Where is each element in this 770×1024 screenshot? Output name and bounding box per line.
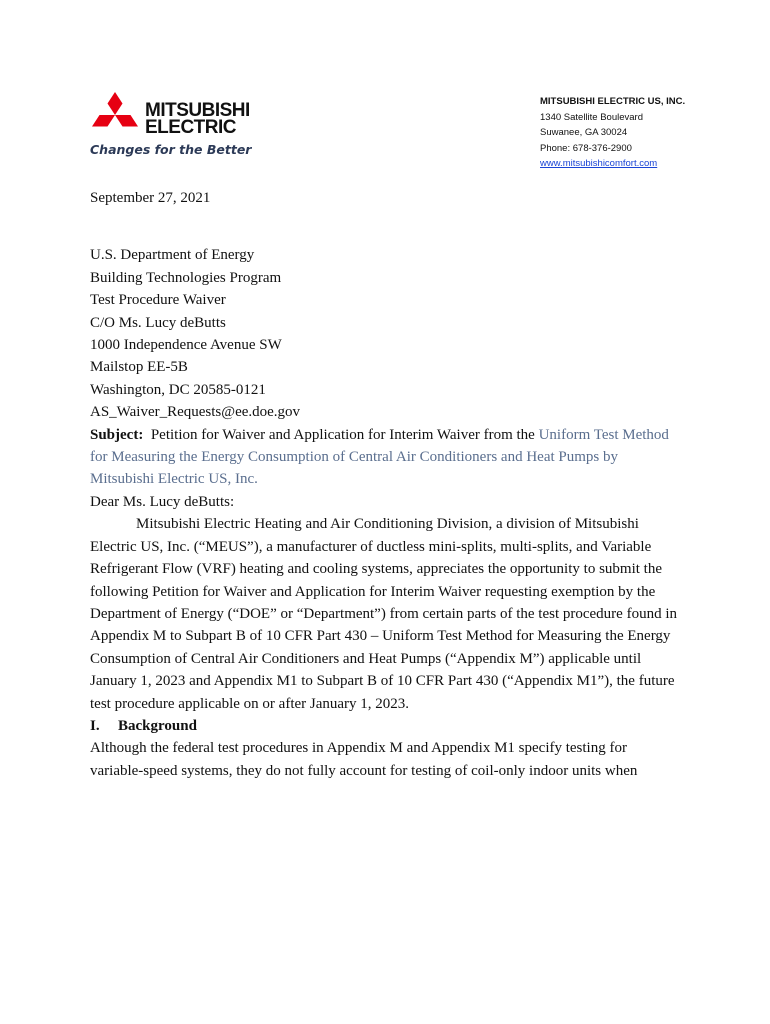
brand-line-1: MITSUBISHI [145,100,250,121]
brand-name [145,102,250,136]
background-paragraph: Although the federal test procedures in Appendix M and Appendix M1 specify testing for variable-speed systems, they do not fully account for testing of coil-only indoor units when [90,740,638,779]
address-line: 1000 Independence Avenue SW [90,337,282,354]
address-line: Washington, DC 20585-0121 [90,381,266,398]
company-website-link[interactable]: www.mitsubishicomfort.com [540,158,658,169]
greeting: Dear Ms. Lucy deButts: [90,493,235,510]
section-title: Background [118,717,197,734]
address-line: C/O Ms. Lucy deButts [90,314,226,331]
section-heading [90,715,680,737]
company-phone: Phone: 678-376-2900 [540,142,632,154]
recipient-email: AS_Waiver_Requests@ee.doe.gov [90,404,301,421]
letter-date: September 27, 2021 [90,190,211,206]
company-street: 1340 Satellite Boulevard [540,111,643,123]
company-address-block [540,94,685,172]
subject-label: Subject: [90,426,144,443]
brand-tagline: Changes for the Better [90,142,252,157]
intro-paragraph: Mitsubishi Electric Heating and Air Conditioning Division, a division of Mitsubishi Electric US, Inc. (“MEUS”), a manufacturer of ductless mini-splits, multi-splits, and Variable Refrigerant Flow (VRF) heating and cooling systems, appreciates the opportunity to submit the following Petition for Waiver and Application for Interim Waiver requesting exemption by the Department of Energy (“DOE” or “Department”) from certain parts of the test procedure found in Appendix M to Subpart B of 10 CFR Part 430 – Uniform Test Method for Measuring the Energy Consumption of Central Air Conditioners and Heat Pumps (“Appendix M”) applicable until January 1, 2023 and Appendix M1 to Subpart B of 10 CFR Part 430 (“Appendix M1”), the future test procedure applicable on or after January 1, 2023. [90,516,677,712]
mitsubishi-logo [90,92,260,162]
address-line: Mailstop EE-5B [90,359,188,376]
address-line: U.S. Department of Energy [90,247,255,264]
recipient-address [90,244,680,423]
three-diamonds-icon [90,92,140,138]
address-line: Building Technologies Program [90,269,282,286]
subject-line [90,424,680,491]
brand-line-2: ELECTRIC [145,117,236,138]
subject-title-link: Uniform Test Method for Measuring the Energy Consumption of Central Air Conditioners and Heat Pumps by Mitsubishi Electric US, Inc. [90,426,669,488]
company-name: MITSUBISHI ELECTRIC US, INC. [540,96,686,107]
subject-text: Petition for Waiver and Application for Interim Waiver from the [150,426,539,443]
letter-body [90,187,680,782]
company-city: Suwanee, GA 30024 [540,127,628,138]
address-line: Test Procedure Waiver [90,292,226,309]
section-number: I. [90,717,100,734]
